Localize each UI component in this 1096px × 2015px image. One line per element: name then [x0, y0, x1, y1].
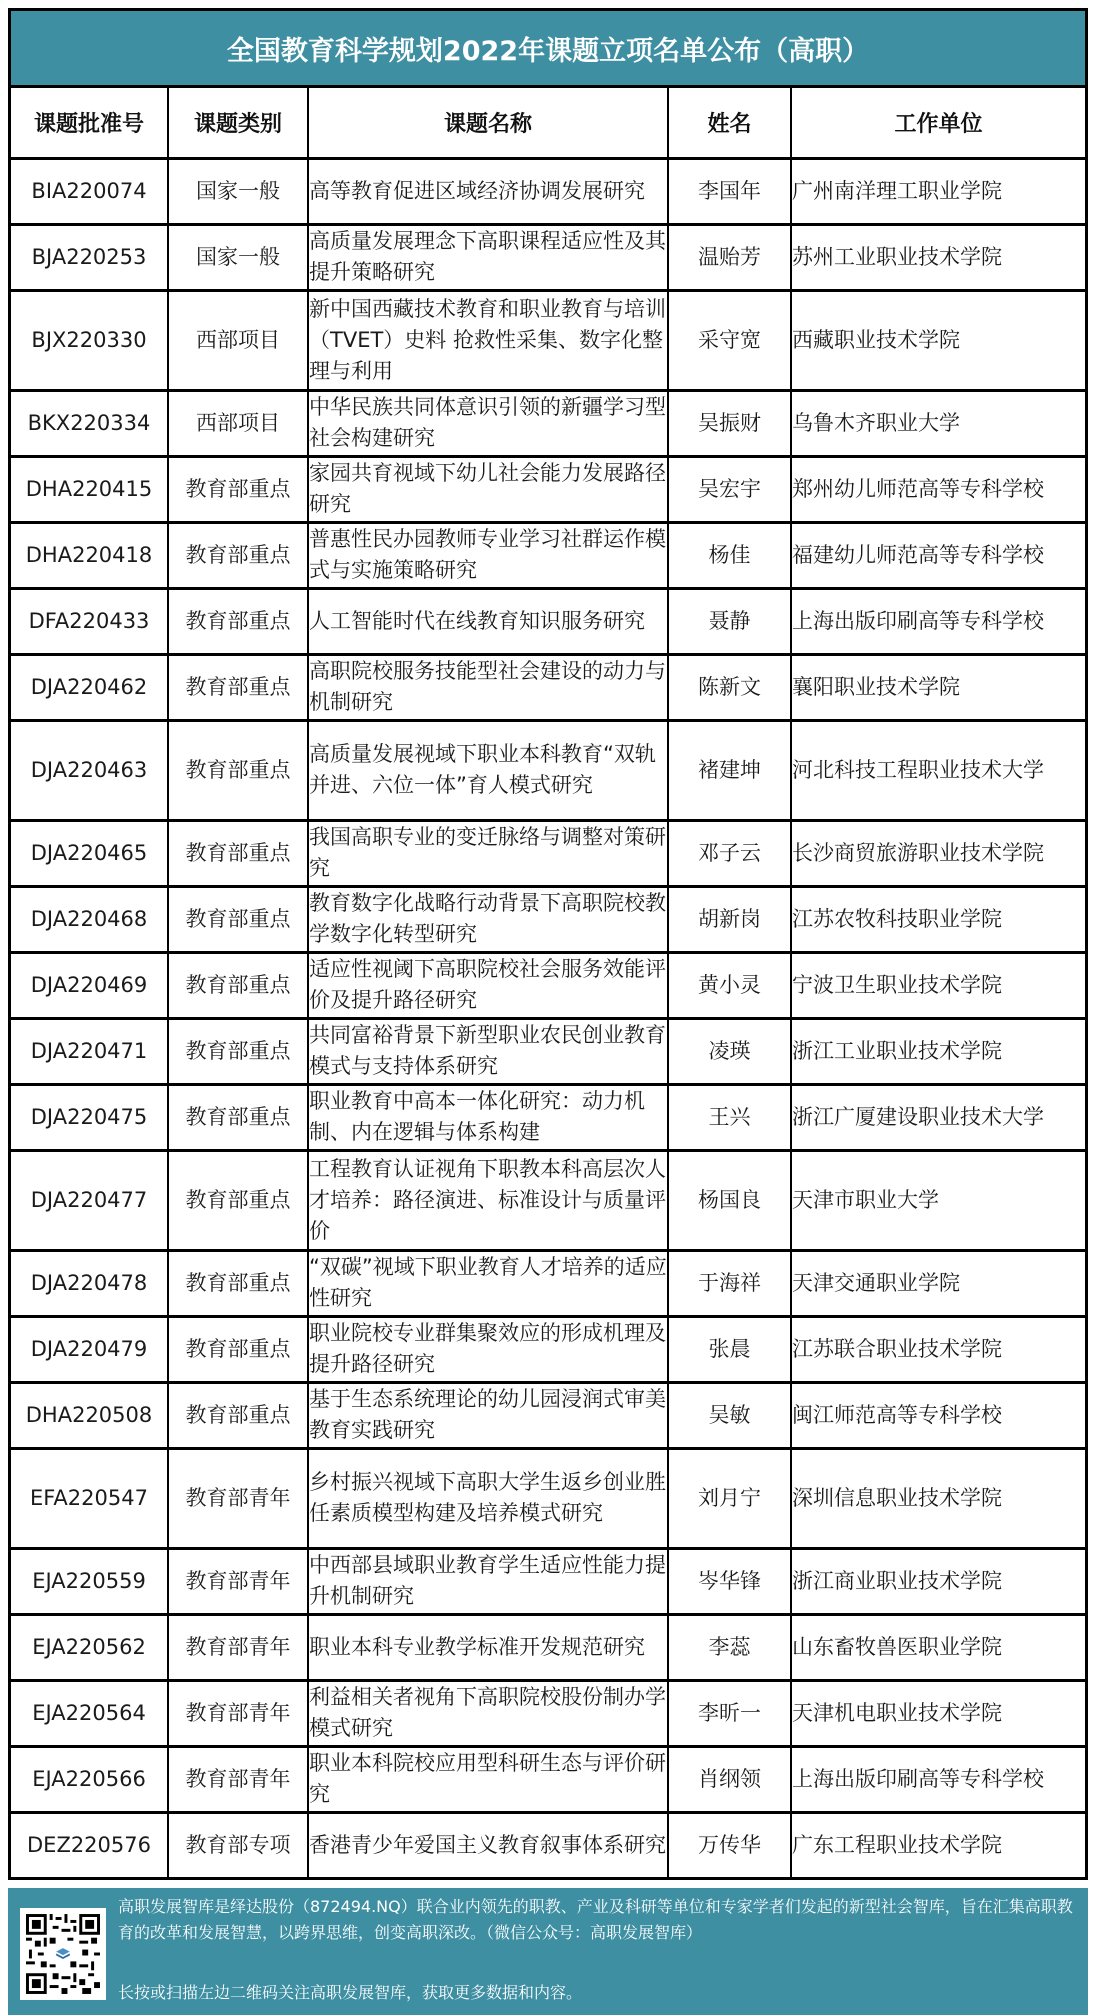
- name-cell: 李国年: [668, 158, 791, 224]
- project-title-cell: 中西部县域职业教育学生适应性能力提升机制研究: [308, 1548, 668, 1614]
- project-title-cell: 职业院校专业群集聚效应的形成机理及提升路径研究: [308, 1316, 668, 1382]
- approval-number-cell: DJA220462: [11, 654, 168, 720]
- name-cell: 邓子云: [668, 820, 791, 886]
- project-list-sheet: [8, 8, 1088, 1880]
- approval-number-cell: EJA220564: [11, 1680, 168, 1746]
- approval-number-cell: BJX220330: [11, 290, 168, 390]
- table-row: [11, 588, 1085, 654]
- table-row: [11, 390, 1085, 456]
- category-cell: 教育部重点: [168, 1382, 308, 1448]
- approval-number-cell: DJA220468: [11, 886, 168, 952]
- approval-number-cell: DJA220479: [11, 1316, 168, 1382]
- project-title-cell: “双碳”视域下职业教育人才培养的适应性研究: [308, 1250, 668, 1316]
- work-unit-cell: 上海出版印刷高等专科学校: [791, 588, 1085, 654]
- table-row: [11, 720, 1085, 820]
- category-cell: 教育部青年: [168, 1614, 308, 1680]
- name-cell: 吴敏: [668, 1382, 791, 1448]
- header-category: 课题类别: [168, 88, 308, 158]
- table-row: [11, 1448, 1085, 1548]
- name-cell: 刘月宁: [668, 1448, 791, 1548]
- category-cell: 教育部重点: [168, 1250, 308, 1316]
- name-cell: 采守宽: [668, 290, 791, 390]
- work-unit-cell: 江苏农牧科技职业学院: [791, 886, 1085, 952]
- table-row: [11, 290, 1085, 390]
- work-unit-cell: 山东畜牧兽医职业学院: [791, 1614, 1085, 1680]
- table-row: [11, 522, 1085, 588]
- table-row: [11, 1614, 1085, 1680]
- approval-number-cell: DHA220418: [11, 522, 168, 588]
- approval-number-cell: EFA220547: [11, 1448, 168, 1548]
- category-cell: 教育部重点: [168, 886, 308, 952]
- table-row: [11, 654, 1085, 720]
- work-unit-cell: 广东工程职业技术学院: [791, 1812, 1085, 1878]
- work-unit-cell: 天津交通职业学院: [791, 1250, 1085, 1316]
- approval-number-cell: DJA220463: [11, 720, 168, 820]
- category-cell: 教育部青年: [168, 1746, 308, 1812]
- name-cell: 杨佳: [668, 522, 791, 588]
- project-title-cell: 中华民族共同体意识引领的新疆学习型社会构建研究: [308, 390, 668, 456]
- name-cell: 黄小灵: [668, 952, 791, 1018]
- name-cell: 于海祥: [668, 1250, 791, 1316]
- approval-number-cell: BJA220253: [11, 224, 168, 290]
- work-unit-cell: 襄阳职业技术学院: [791, 654, 1085, 720]
- table-row: [11, 1548, 1085, 1614]
- work-unit-cell: 天津市职业大学: [791, 1150, 1085, 1250]
- category-cell: 教育部重点: [168, 1084, 308, 1150]
- work-unit-cell: 苏州工业职业技术学院: [791, 224, 1085, 290]
- category-cell: 教育部重点: [168, 522, 308, 588]
- project-title-cell: 高职院校服务技能型社会建设的动力与机制研究: [308, 654, 668, 720]
- name-cell: 万传华: [668, 1812, 791, 1878]
- table-row: [11, 1316, 1085, 1382]
- name-cell: 聂静: [668, 588, 791, 654]
- work-unit-cell: 福建幼儿师范高等专科学校: [791, 522, 1085, 588]
- project-title-cell: 基于生态系统理论的幼儿园浸润式审美教育实践研究: [308, 1382, 668, 1448]
- work-unit-cell: 浙江商业职业技术学院: [791, 1548, 1085, 1614]
- category-cell: 教育部重点: [168, 820, 308, 886]
- approval-number-cell: DJA220475: [11, 1084, 168, 1150]
- name-cell: 褚建坤: [668, 720, 791, 820]
- work-unit-cell: 西藏职业技术学院: [791, 290, 1085, 390]
- approval-number-cell: BKX220334: [11, 390, 168, 456]
- approval-number-cell: EJA220566: [11, 1746, 168, 1812]
- name-cell: 李昕一: [668, 1680, 791, 1746]
- header-project-title: 课题名称: [308, 88, 668, 158]
- page-title: 全国教育科学规划2022年课题立项名单公布（高职）: [11, 11, 1085, 88]
- project-title-cell: 高等教育促进区域经济协调发展研究: [308, 158, 668, 224]
- category-cell: 国家一般: [168, 158, 308, 224]
- name-cell: 岑华锋: [668, 1548, 791, 1614]
- category-cell: 西部项目: [168, 290, 308, 390]
- category-cell: 教育部青年: [168, 1548, 308, 1614]
- table-row: [11, 1812, 1085, 1878]
- project-title-cell: 乡村振兴视域下高职大学生返乡创业胜任素质模型构建及培养模式研究: [308, 1448, 668, 1548]
- category-cell: 教育部重点: [168, 654, 308, 720]
- project-title-cell: 职业本科院校应用型科研生态与评价研究: [308, 1746, 668, 1812]
- category-cell: 教育部青年: [168, 1680, 308, 1746]
- header-work-unit: 工作单位: [791, 88, 1085, 158]
- work-unit-cell: 郑州幼儿师范高等专科学校: [791, 456, 1085, 522]
- table-header-row: [11, 88, 1085, 158]
- project-title-cell: 工程教育认证视角下职教本科高层次人才培养：路径演进、标准设计与质量评价: [308, 1150, 668, 1250]
- work-unit-cell: 长沙商贸旅游职业技术学院: [791, 820, 1085, 886]
- table-row: [11, 158, 1085, 224]
- project-title-cell: 利益相关者视角下高职院校股份制办学模式研究: [308, 1680, 668, 1746]
- work-unit-cell: 宁波卫生职业技术学院: [791, 952, 1085, 1018]
- table-row: [11, 1746, 1085, 1812]
- category-cell: 教育部重点: [168, 720, 308, 820]
- footer-call-to-action: 长按或扫描左边二维码关注高职发展智库，获取更多数据和内容。: [118, 1983, 583, 2002]
- approval-number-cell: DFA220433: [11, 588, 168, 654]
- qr-code-graphic: [26, 1914, 100, 1994]
- category-cell: 国家一般: [168, 224, 308, 290]
- work-unit-cell: 上海出版印刷高等专科学校: [791, 1746, 1085, 1812]
- approval-number-cell: DJA220465: [11, 820, 168, 886]
- table-row: [11, 820, 1085, 886]
- project-title-cell: 适应性视阈下高职院校社会服务效能评价及提升路径研究: [308, 952, 668, 1018]
- table-row: [11, 1680, 1085, 1746]
- table-row: [11, 1382, 1085, 1448]
- project-title-cell: 高质量发展理念下高职课程适应性及其提升策略研究: [308, 224, 668, 290]
- table-row: [11, 1150, 1085, 1250]
- header-approval-number: 课题批准号: [11, 88, 168, 158]
- name-cell: 凌瑛: [668, 1018, 791, 1084]
- category-cell: 教育部青年: [168, 1448, 308, 1548]
- header-name: 姓名: [668, 88, 791, 158]
- project-title-cell: 共同富裕背景下新型职业农民创业教育模式与支持体系研究: [308, 1018, 668, 1084]
- project-title-cell: 普惠性民办园教师专业学习社群运作模式与实施策略研究: [308, 522, 668, 588]
- category-cell: 教育部重点: [168, 1316, 308, 1382]
- approval-number-cell: EJA220559: [11, 1548, 168, 1614]
- work-unit-cell: 深圳信息职业技术学院: [791, 1448, 1085, 1548]
- work-unit-cell: 河北科技工程职业技术大学: [791, 720, 1085, 820]
- footer-description: 高职发展智库是绎达股份（872494.NQ）联合业内领先的职教、产业及科研等单位和专家学者们发起的新型社会智库，旨在汇集高职教育的改革和发展智慧，以跨界思维，创变高职深改。（微信公众号：高职发展智库）: [118, 1897, 1073, 1942]
- approval-number-cell: DHA220415: [11, 456, 168, 522]
- work-unit-cell: 江苏联合职业技术学院: [791, 1316, 1085, 1382]
- approval-number-cell: DHA220508: [11, 1382, 168, 1448]
- work-unit-cell: 乌鲁木齐职业大学: [791, 390, 1085, 456]
- table-row: [11, 1084, 1085, 1150]
- category-cell: 教育部重点: [168, 1018, 308, 1084]
- table-row: [11, 952, 1085, 1018]
- table-row: [11, 886, 1085, 952]
- work-unit-cell: 广州南洋理工职业学院: [791, 158, 1085, 224]
- category-cell: 教育部专项: [168, 1812, 308, 1878]
- approval-number-cell: DEZ220576: [11, 1812, 168, 1878]
- work-unit-cell: 天津机电职业技术学院: [791, 1680, 1085, 1746]
- project-title-cell: 人工智能时代在线教育知识服务研究: [308, 588, 668, 654]
- project-title-cell: 职业本科专业教学标准开发规范研究: [308, 1614, 668, 1680]
- approval-number-cell: EJA220562: [11, 1614, 168, 1680]
- name-cell: 胡新岗: [668, 886, 791, 952]
- project-title-cell: 新中国西藏技术教育和职业教育与培训（TVET）史料 抢救性采集、数字化整理与利用: [308, 290, 668, 390]
- table-row: [11, 1250, 1085, 1316]
- category-cell: 教育部重点: [168, 588, 308, 654]
- table-row: [11, 224, 1085, 290]
- approval-number-cell: DJA220471: [11, 1018, 168, 1084]
- project-title-cell: 职业教育中高本一体化研究：动力机制、内在逻辑与体系构建: [308, 1084, 668, 1150]
- category-cell: 西部项目: [168, 390, 308, 456]
- work-unit-cell: 浙江广厦建设职业技术大学: [791, 1084, 1085, 1150]
- category-cell: 教育部重点: [168, 952, 308, 1018]
- category-cell: 教育部重点: [168, 1150, 308, 1250]
- name-cell: 温贻芳: [668, 224, 791, 290]
- name-cell: 李蕊: [668, 1614, 791, 1680]
- project-title-cell: 我国高职专业的变迁脉络与调整对策研究: [308, 820, 668, 886]
- name-cell: 杨国良: [668, 1150, 791, 1250]
- name-cell: 吴宏宇: [668, 456, 791, 522]
- approval-number-cell: DJA220477: [11, 1150, 168, 1250]
- project-title-cell: 教育数字化战略行动背景下高职院校教学数字化转型研究: [308, 886, 668, 952]
- approval-number-cell: BIA220074: [11, 158, 168, 224]
- approval-number-cell: DJA220478: [11, 1250, 168, 1316]
- table-row: [11, 1018, 1085, 1084]
- name-cell: 陈新文: [668, 654, 791, 720]
- name-cell: 王兴: [668, 1084, 791, 1150]
- footer-banner: [8, 1888, 1088, 2015]
- project-title-cell: 香港青少年爱国主义教育叙事体系研究: [308, 1812, 668, 1878]
- project-title-cell: 高质量发展视域下职业本科教育“双轨并进、六位一体”育人模式研究: [308, 720, 668, 820]
- name-cell: 张晨: [668, 1316, 791, 1382]
- work-unit-cell: 浙江工业职业技术学院: [791, 1018, 1085, 1084]
- name-cell: 吴振财: [668, 390, 791, 456]
- table-row: [11, 456, 1085, 522]
- work-unit-cell: 闽江师范高等专科学校: [791, 1382, 1085, 1448]
- project-table: [11, 88, 1085, 1880]
- approval-number-cell: DJA220469: [11, 952, 168, 1018]
- name-cell: 肖纲领: [668, 1746, 791, 1812]
- category-cell: 教育部重点: [168, 456, 308, 522]
- project-title-cell: 家园共育视域下幼儿社会能力发展路径研究: [308, 456, 668, 522]
- qr-code-icon[interactable]: [20, 1908, 106, 2000]
